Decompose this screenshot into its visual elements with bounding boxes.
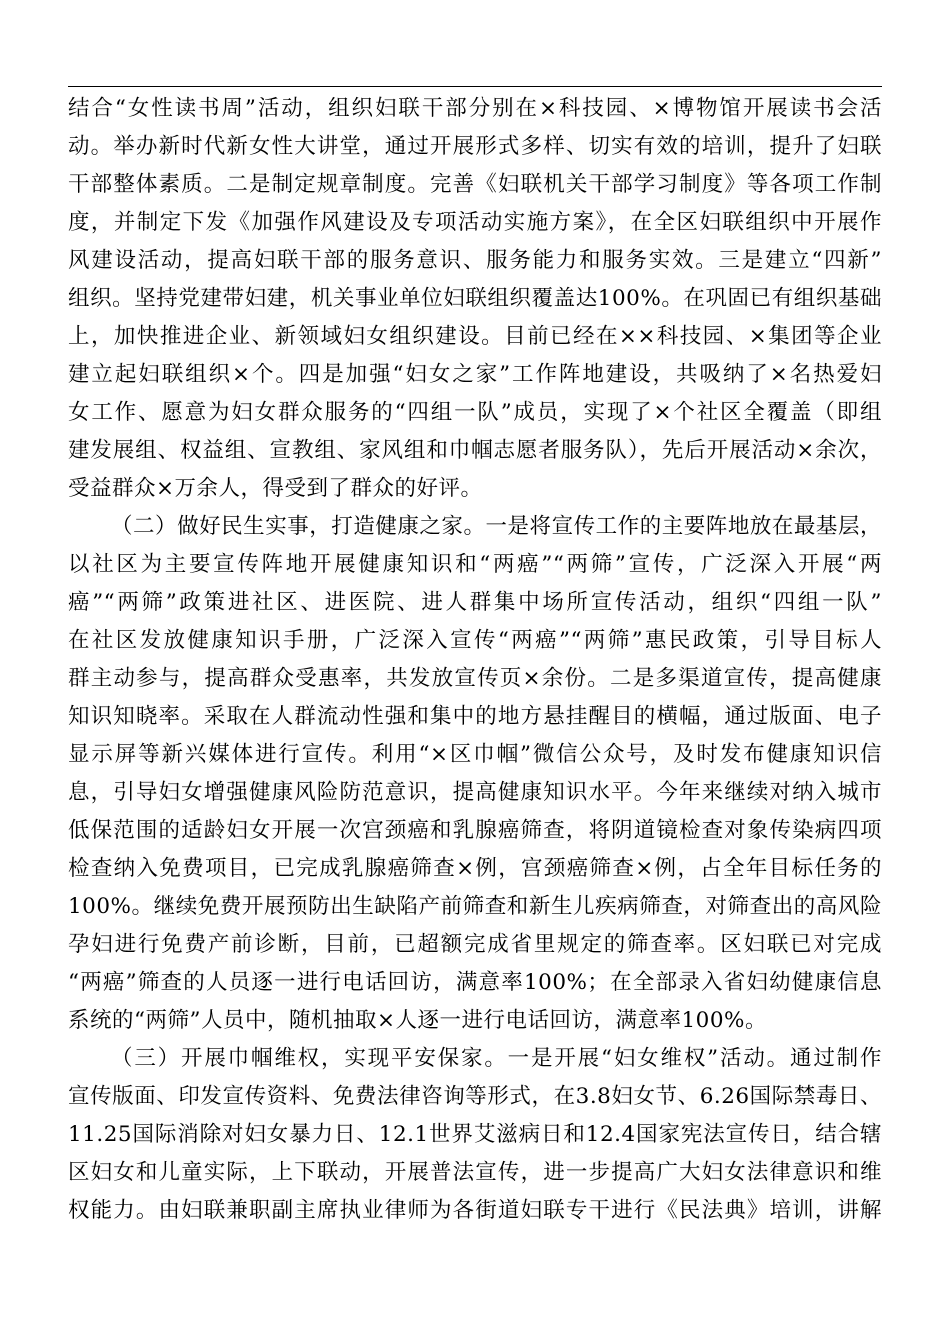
paragraph-2-line-4: 在社区发放健康知识手册，广泛深入宣传“两癌”“两筛”惠民政策，引导目标人 bbox=[68, 628, 882, 653]
paragraph-2-line-5: 群主动参与，提高群众受惠率，共发放宣传页×余份。二是多渠道宣传，提高健康 bbox=[68, 666, 882, 691]
paragraph-2-line-11: 100%。继续免费开展预防出生缺陷产前筛查和新生儿疾病筛查，对筛查出的高风险 bbox=[68, 894, 882, 919]
paragraph-1-line-4: 度，并制定下发《加强作风建设及专项活动实施方案》，在全区妇联组织中开展作 bbox=[68, 210, 882, 235]
paragraph-2-line-14: 系统的“两筛”人员中，随机抽取×人逐一进行电话回访，满意率100%。 bbox=[68, 1008, 767, 1033]
paragraph-1-line-2: 动。举办新时代新女性大讲堂，通过开展形式多样、切实有效的培训，提升了妇联 bbox=[68, 134, 882, 159]
paragraph-3-line-3: 11.25国际消除对妇女暴力日、12.1世界艾滋病日和12.4国家宪法宣传日，结合辖 bbox=[68, 1122, 882, 1147]
paragraph-3-line-5: 权能力。由妇联兼职副主席执业律师为各街道妇联专干进行《民法典》培训，讲解 bbox=[68, 1198, 882, 1223]
paragraph-3-line-2: 宣传版面、印发宣传资料、免费法律咨询等形式，在3.8妇女节、6.26国际禁毒日、 bbox=[68, 1084, 882, 1109]
paragraph-2-line-3: 癌”“两筛”政策进社区、进医院、进人群集中场所宣传活动，组织“四组一队” bbox=[68, 590, 882, 615]
paragraph-1-line-5: 风建设活动，提高妇联干部的服务意识、服务能力和服务实效。三是建立“四新” bbox=[68, 248, 882, 273]
paragraph-2-line-1: （二）做好民生实事，打造健康之家。一是将宣传工作的主要阵地放在最基层， bbox=[111, 514, 882, 539]
paragraph-3-line-1: （三）开展巾帼维权，实现平安保家。一是开展“妇女维权”活动。通过制作 bbox=[111, 1046, 882, 1071]
paragraph-1-line-11: 受益群众×万余人，得受到了群众的好评。 bbox=[68, 476, 483, 501]
header-rule bbox=[68, 86, 882, 87]
paragraph-1-line-10: 建发展组、权益组、宣教组、家风组和巾帼志愿者服务队），先后开展活动×余次， bbox=[68, 438, 882, 463]
paragraph-2-line-10: 检查纳入免费项目，已完成乳腺癌筛查×例，宫颈癌筛查×例，占全年目标任务的 bbox=[68, 856, 882, 881]
paragraph-2-line-13: “两癌”筛查的人员逐一进行电话回访，满意率100%；在全部录入省妇幼健康信息 bbox=[68, 970, 882, 995]
paragraph-1-line-8: 建立起妇联组织×个。四是加强“妇女之家”工作阵地建设，共吸纳了×名热爱妇 bbox=[68, 362, 882, 387]
paragraph-2-line-2: 以社区为主要宣传阵地开展健康知识和“两癌”“两筛”宣传，广泛深入开展“两 bbox=[68, 552, 882, 577]
paragraph-1-line-7: 上，加快推进企业、新领域妇女组织建设。目前已经在××科技园、×集团等企业 bbox=[68, 324, 882, 349]
paragraph-2-line-6: 知识知晓率。采取在人群流动性强和集中的地方悬挂醒目的横幅，通过版面、电子 bbox=[68, 704, 882, 729]
paragraph-1-line-1: 结合“女性读书周”活动，组织妇联干部分别在×科技园、×博物馆开展读书会活 bbox=[68, 96, 882, 121]
paragraph-1-line-9: 女工作、愿意为妇女群众服务的“四组一队”成员，实现了×个社区全覆盖（即组 bbox=[68, 400, 882, 425]
paragraph-1-line-6: 组织。坚持党建带妇建，机关事业单位妇联组织覆盖达100%。在巩固已有组织基础 bbox=[68, 286, 882, 311]
paragraph-1-line-3: 干部整体素质。二是制定规章制度。完善《妇联机关干部学习制度》等各项工作制 bbox=[68, 172, 882, 197]
paragraph-3-line-4: 区妇女和儿童实际，上下联动，开展普法宣传，进一步提高广大妇女法律意识和维 bbox=[68, 1160, 882, 1185]
paragraph-2-line-8: 息，引导妇女增强健康风险防范意识，提高健康知识水平。今年来继续对纳入城市 bbox=[68, 780, 882, 805]
paragraph-2-line-9: 低保范围的适龄妇女开展一次宫颈癌和乳腺癌筛查，将阴道镜检查对象传染病四项 bbox=[68, 818, 882, 843]
paragraph-2-line-7: 显示屏等新兴媒体进行宣传。利用“×区巾帼”微信公众号，及时发布健康知识信 bbox=[68, 742, 882, 767]
paragraph-2-line-12: 孕妇进行免费产前诊断，目前，已超额完成省里规定的筛查率。区妇联已对完成 bbox=[68, 932, 882, 957]
